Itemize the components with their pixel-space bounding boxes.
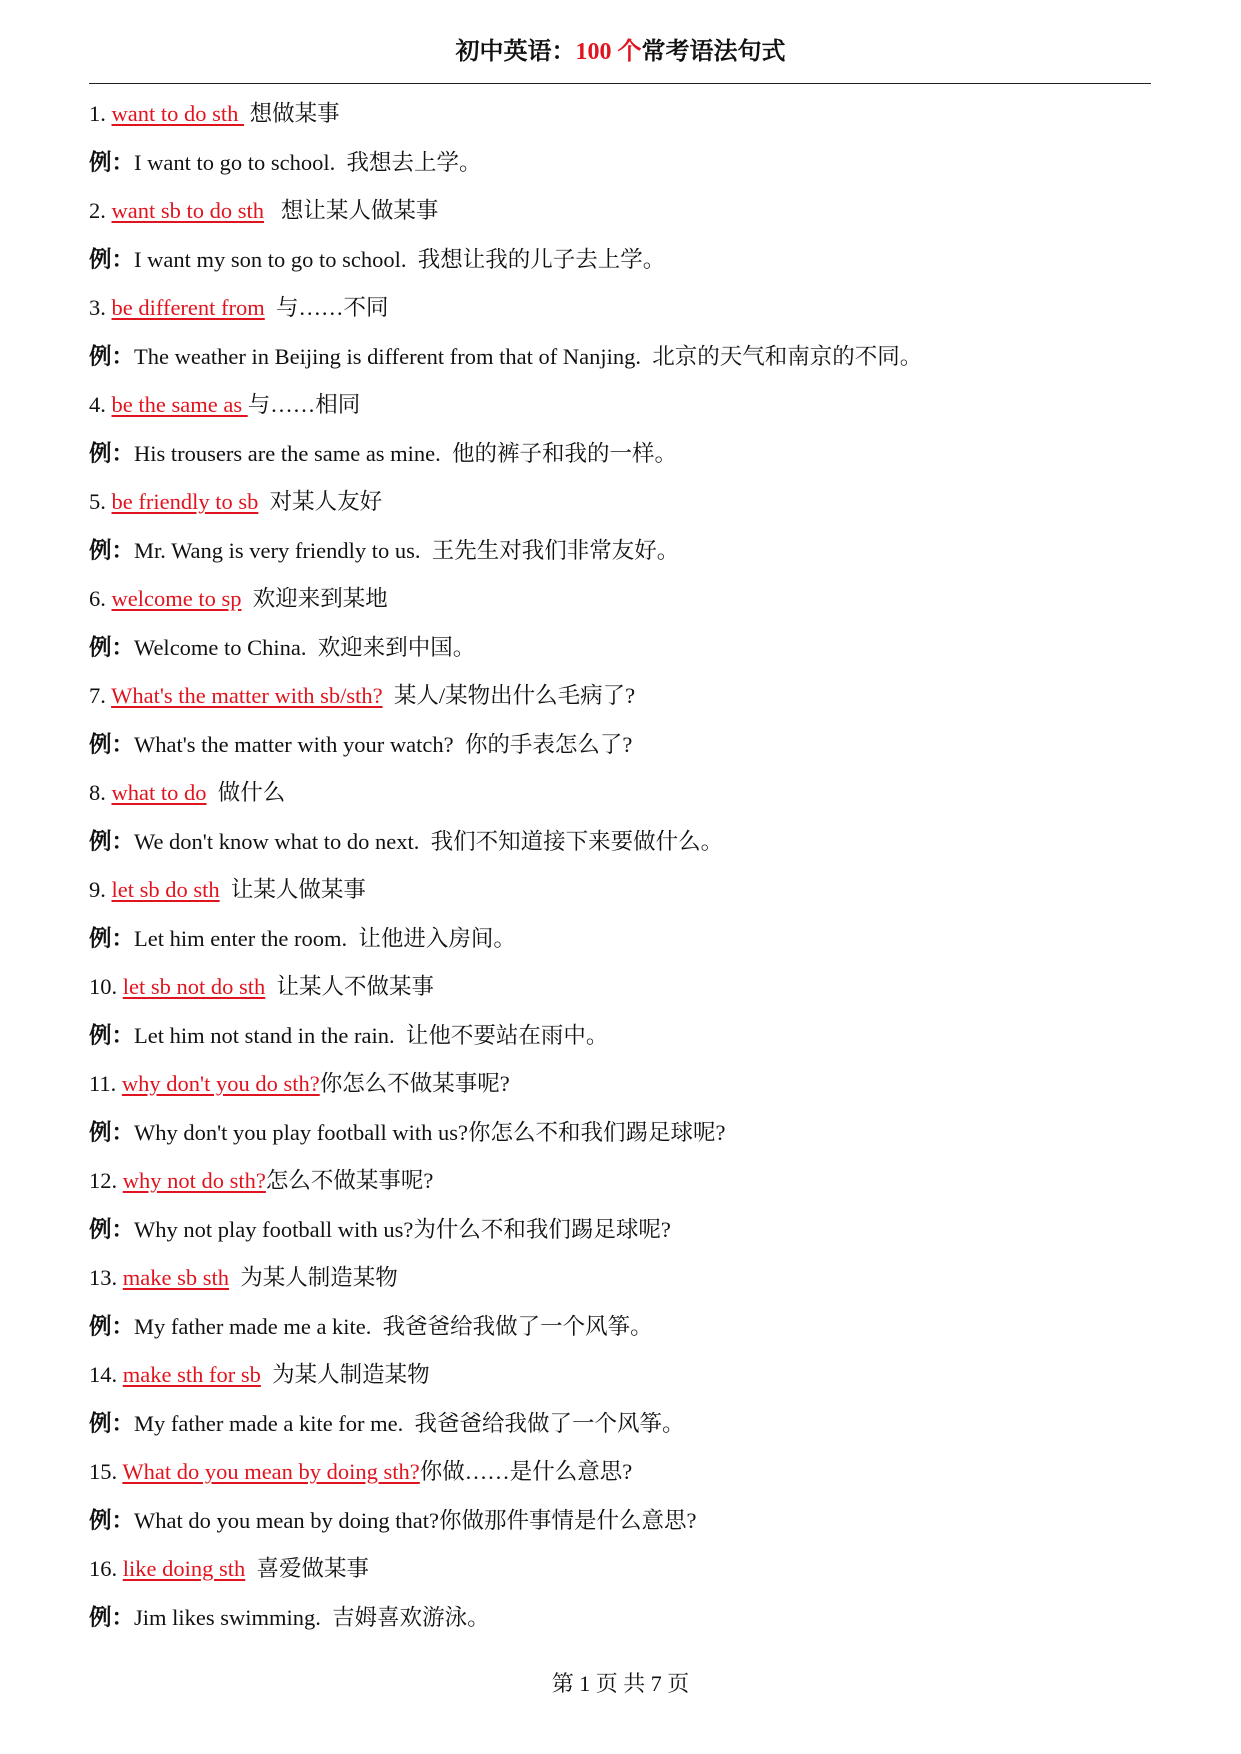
example-line <box>89 1308 1151 1357</box>
grammar-phrase: want sb to do sth <box>111 198 265 223</box>
phrase-meaning: 欢迎来到某地 <box>241 586 388 611</box>
phrase-meaning: 对某人友好 <box>258 489 383 514</box>
example-sentence: I want to go to school. 我想去上学。 <box>134 149 482 175</box>
example-sentence: The weather in Beijing is different from that of Nanjing. 北京的天气和南京的不同。 <box>134 343 923 369</box>
phrase-meaning: 为某人制造某物 <box>229 1265 398 1290</box>
phrase-entry <box>89 871 1151 920</box>
phrase-entry <box>89 1550 1151 1599</box>
example-line <box>89 823 1151 872</box>
entry-number: 6. <box>89 586 106 611</box>
grammar-phrase: make sth for sb <box>122 1362 261 1387</box>
phrase-entry <box>89 774 1151 823</box>
page-footer: 第 1 页 共 7 页 <box>551 1671 690 1696</box>
entry-number: 14. <box>89 1362 118 1387</box>
phrase-meaning: 你做……是什么意思? <box>419 1459 633 1484</box>
header-divider <box>89 83 1151 84</box>
grammar-phrase: let sb do sth <box>111 877 220 902</box>
grammar-phrase: make sb sth <box>122 1265 229 1290</box>
example-label: 例： <box>89 828 135 854</box>
title-suffix: 常考语法句式 <box>641 39 786 65</box>
example-sentence: Welcome to China. 欢迎来到中国。 <box>134 634 476 660</box>
grammar-phrase: What's the matter with sb/sth? <box>111 683 383 708</box>
example-label: 例： <box>89 246 135 272</box>
entry-number: 15. <box>89 1459 118 1484</box>
example-line <box>89 1502 1151 1551</box>
example-line <box>89 629 1151 678</box>
phrase-meaning: 做什么 <box>206 780 286 805</box>
example-label: 例： <box>89 1119 135 1145</box>
example-sentence: Jim likes swimming. 吉姆喜欢游泳。 <box>134 1604 490 1630</box>
example-line <box>89 1599 1151 1648</box>
entry-number: 16. <box>89 1556 118 1581</box>
example-label: 例： <box>89 925 135 951</box>
phrase-meaning: 让某人做某事 <box>219 877 366 902</box>
phrase-meaning: 让某人不做某事 <box>265 974 435 999</box>
example-sentence: My father made a kite for me. 我爸爸给我做了一个风筝。 <box>134 1410 685 1436</box>
grammar-phrase: welcome to sp <box>111 586 242 611</box>
example-sentence: What do you mean by doing that?你做那件事情是什么意思? <box>134 1507 697 1533</box>
example-line <box>89 1114 1151 1163</box>
example-sentence: Mr. Wang is very friendly to us. 王先生对我们非常友好。 <box>134 537 680 563</box>
phrase-meaning: 喜爱做某事 <box>245 1556 370 1581</box>
phrase-meaning: 想做某事 <box>244 101 340 126</box>
example-sentence: Why not play football with us?为什么不和我们踢足球呢? <box>134 1216 671 1242</box>
phrase-entry <box>89 95 1151 144</box>
example-sentence: Let him enter the room. 让他进入房间。 <box>134 925 516 951</box>
example-sentence: What's the matter with your watch? 你的手表怎么了? <box>134 731 633 757</box>
example-label: 例： <box>89 1410 135 1436</box>
entry-number: 11. <box>89 1071 117 1096</box>
grammar-phrase: What do you mean by doing sth? <box>122 1459 420 1484</box>
example-label: 例： <box>89 1507 135 1533</box>
phrase-entry <box>89 386 1151 435</box>
grammar-phrase: why not do sth? <box>122 1168 266 1193</box>
phrase-meaning: 某人/某物出什么毛病了? <box>382 683 636 708</box>
example-label: 例： <box>89 634 135 660</box>
example-line <box>89 1211 1151 1260</box>
phrase-entry <box>89 1356 1151 1405</box>
example-line <box>89 1017 1151 1066</box>
example-label: 例： <box>89 343 135 369</box>
example-line <box>89 338 1151 387</box>
example-label: 例： <box>89 149 135 175</box>
phrase-entry <box>89 1453 1151 1502</box>
title-accent: 100 个 <box>575 39 642 65</box>
entry-number: 1. <box>89 101 106 126</box>
entry-number: 9. <box>89 877 106 902</box>
example-line <box>89 144 1151 193</box>
phrase-entry <box>89 289 1151 338</box>
entry-number: 13. <box>89 1265 118 1290</box>
entry-number: 3. <box>89 295 106 320</box>
phrase-entry <box>89 1065 1151 1114</box>
entry-number: 12. <box>89 1168 118 1193</box>
phrase-meaning: 想让某人做某事 <box>264 198 439 223</box>
example-sentence: We don't know what to do next. 我们不知道接下来要做什么。 <box>134 828 724 854</box>
grammar-phrase: be friendly to sb <box>111 489 259 514</box>
grammar-phrase: want to do sth <box>111 101 244 126</box>
grammar-phrase: like doing sth <box>122 1556 246 1581</box>
example-sentence: His trousers are the same as mine. 他的裤子和我的一样。 <box>134 440 678 466</box>
example-sentence: I want my son to go to school. 我想让我的儿子去上学。 <box>134 246 666 272</box>
example-line <box>89 920 1151 969</box>
example-line <box>89 1405 1151 1454</box>
grammar-phrase: be the same as <box>111 392 248 417</box>
phrase-entry <box>89 483 1151 532</box>
title-prefix: 初中英语： <box>455 39 576 65</box>
phrase-meaning: 怎么不做某事呢? <box>265 1168 434 1193</box>
example-line <box>89 726 1151 775</box>
entry-number: 5. <box>89 489 106 514</box>
example-label: 例： <box>89 1604 135 1630</box>
phrase-meaning: 你怎么不做某事呢? <box>319 1071 510 1096</box>
phrase-entry <box>89 1259 1151 1308</box>
example-line <box>89 435 1151 484</box>
phrase-entry <box>89 677 1151 726</box>
example-label: 例： <box>89 1216 135 1242</box>
example-label: 例： <box>89 731 135 757</box>
example-sentence: My father made me a kite. 我爸爸给我做了一个风筝。 <box>134 1313 653 1339</box>
phrase-entry <box>89 580 1151 629</box>
entry-number: 8. <box>89 780 106 805</box>
grammar-phrase: be different from <box>111 295 265 320</box>
example-label: 例： <box>89 1313 135 1339</box>
phrase-meaning: 与……相同 <box>247 392 361 417</box>
phrase-meaning: 为某人制造某物 <box>260 1362 430 1387</box>
entry-number: 7. <box>89 683 106 708</box>
phrase-list <box>89 95 1151 1647</box>
example-line <box>89 241 1151 290</box>
phrase-meaning: 与……不同 <box>264 295 389 320</box>
phrase-entry <box>89 1162 1151 1211</box>
grammar-phrase: let sb not do sth <box>122 974 266 999</box>
page-title <box>0 34 1241 70</box>
entry-number: 4. <box>89 392 106 417</box>
entry-number: 2. <box>89 198 106 223</box>
example-sentence: Let him not stand in the rain. 让他不要站在雨中。 <box>134 1022 609 1048</box>
example-line <box>89 532 1151 581</box>
example-label: 例： <box>89 1022 135 1048</box>
grammar-phrase: why don't you do sth? <box>121 1071 320 1096</box>
grammar-phrase: what to do <box>111 780 207 805</box>
example-sentence: Why don't you play football with us?你怎么不和我们踢足球呢? <box>134 1119 726 1145</box>
phrase-entry <box>89 192 1151 241</box>
entry-number: 10. <box>89 974 118 999</box>
example-label: 例： <box>89 440 135 466</box>
example-label: 例： <box>89 537 135 563</box>
phrase-entry <box>89 968 1151 1017</box>
